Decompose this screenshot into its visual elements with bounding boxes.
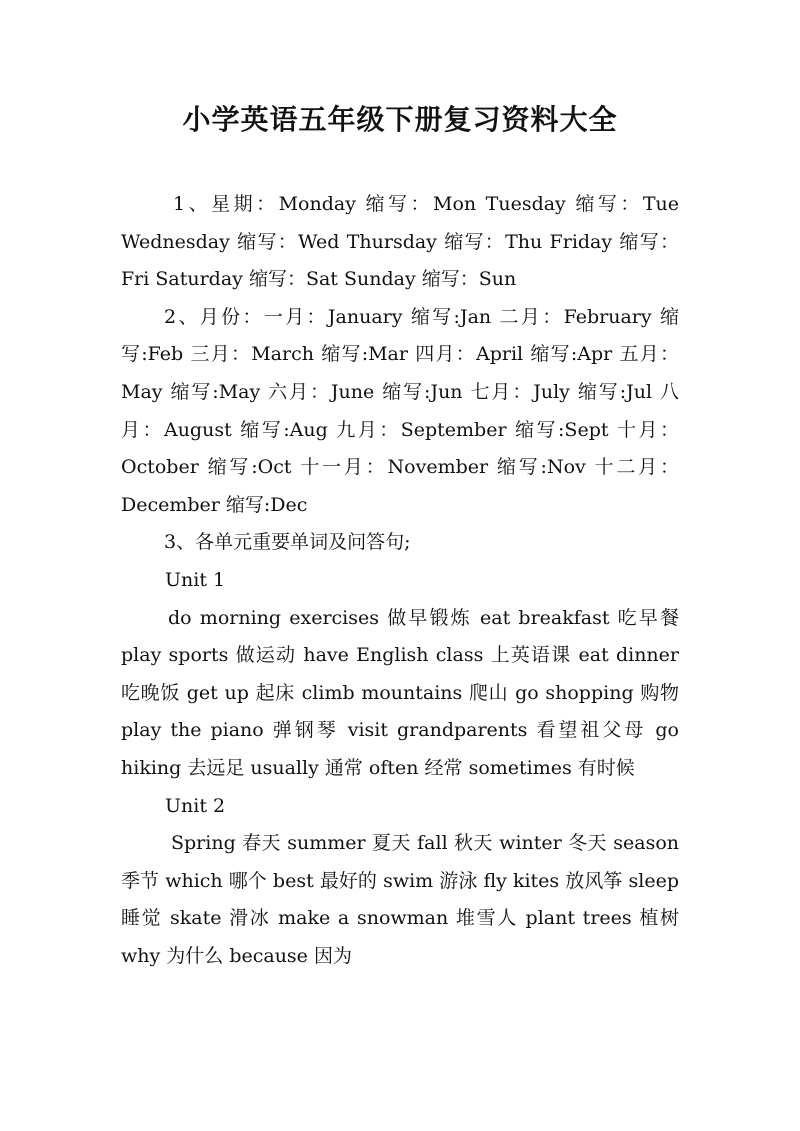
unit-2-vocabulary: Spring 春天 summer 夏天 fall 秋天 winter 冬天 season 季节 which 哪个 best 最好的 swim 游泳 fly kites 放风筝 sleep 睡觉 skate 滑冰 make a snowman 堆雪人 plant trees 植树 why 为什么 because 因为	[121, 832, 679, 967]
document-body	[121, 186, 679, 975]
paragraph-months: 2、月份：一月：January 缩写:Jan 二月：February 缩写:Feb 三月：March 缩写:Mar 四月：April 缩写:Apr 五月：May 缩写:May 六月：June 缩写:Jun 七月：July 缩写:Jul 八月：August 缩写:Aug 九月：September 缩写:Sept 十月：October 缩写:Oct 十一月：November 缩写:Nov 十二月：December 缩写:Dec	[121, 305, 679, 516]
document-title: 小学英语五年级下册复习资料大全	[182, 103, 618, 136]
unit-1-heading: Unit 1	[165, 568, 226, 591]
unit-2-heading: Unit 2	[165, 794, 226, 817]
paragraph-section-heading: 3、各单元重要单词及问答句;	[164, 531, 411, 554]
paragraph-weekdays: 1、星期：Monday 缩写：Mon Tuesday 缩写：Tue Wednesday 缩写：Wed Thursday 缩写：Thu Friday 缩写：Fri Saturday 缩写：Sat Sunday 缩写：Sun	[121, 193, 679, 291]
unit-1-vocabulary: do morning exercises 做早锻炼 eat breakfast 吃早餐 play sports 做运动 have English class 上英语课 eat dinner 吃晚饭 get up 起床 climb mountains 爬山 go shopping 购物 play the piano 弹钢琴 visit grandparents 看望祖父母 go hiking 去远足 usually 通常 often 经常 sometimes 有时候	[121, 606, 679, 779]
